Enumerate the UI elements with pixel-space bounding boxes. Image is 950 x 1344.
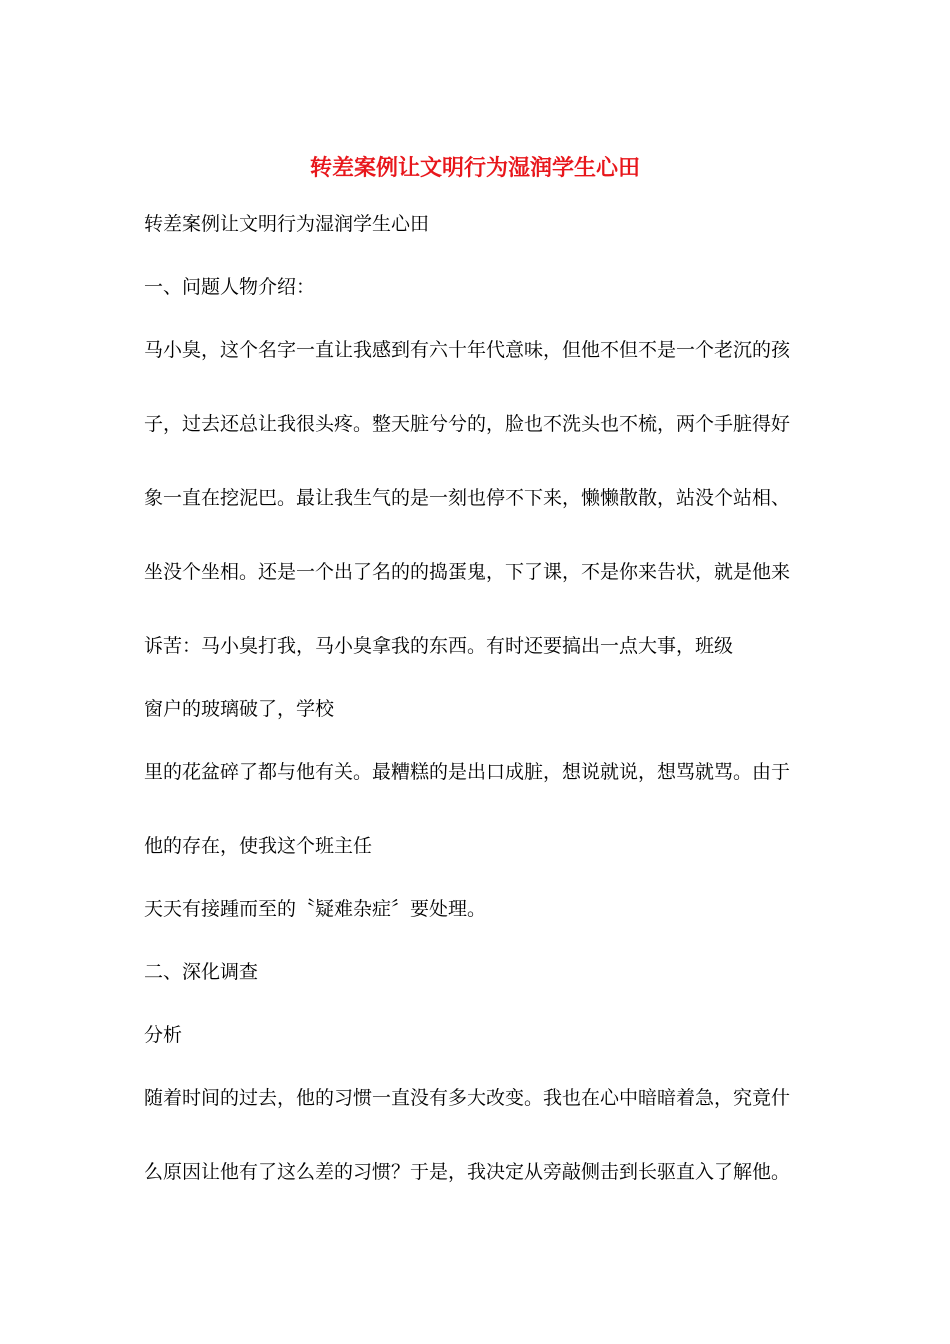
page-title: 转差案例让文明行为湿润学生心田 xyxy=(309,155,640,181)
paragraph-line: 窗户的玻璃破了，学校 xyxy=(144,698,335,720)
paragraph-line: 天天有接踵而至的〝疑难杂症〞要处理。 xyxy=(144,898,487,920)
paragraph-line: 诉苦：马小臭打我，马小臭拿我的东西。有时还要搞出一点大事，班级 xyxy=(144,635,734,657)
paragraph-line: 随着时间的过去，他的习惯一直没有多大改变。我也在心中暗暗着急，究竟什 xyxy=(144,1087,791,1109)
paragraph-line: 他的存在，使我这个班主任 xyxy=(144,835,373,857)
paragraph-line: 里的花盆碎了都与他有关。最糟糕的是出口成脏，想说就说，想骂就骂。由于 xyxy=(144,761,791,783)
paragraph-line: 子，过去还总让我很头疼。整天脏兮兮的，脸也不洗头也不梳，两个手脏得好 xyxy=(144,413,791,435)
paragraph-line: 么原因让他有了这么差的习惯？于是，我决定从旁敲侧击到长驱直入了解他。 xyxy=(144,1161,791,1183)
paragraph-line: 象一直在挖泥巴。最让我生气的是一刻也停不下来，懒懒散散，站没个站相、 xyxy=(144,487,791,509)
paragraph-line: 马小臭，这个名字一直让我感到有六十年代意味，但他不但不是一个老沉的孩 xyxy=(144,339,791,361)
doc-subtitle: 转差案例让文明行为湿润学生心田 xyxy=(144,213,430,235)
section-heading-1: 一、问题人物介绍： xyxy=(144,276,316,298)
section-heading-2-cont: 分析 xyxy=(144,1024,183,1046)
paragraph-line: 坐没个坐相。还是一个出了名的的捣蛋鬼，下了课，不是你来告状，就是他来 xyxy=(144,561,791,583)
section-heading-2: 二、深化调查 xyxy=(144,961,259,983)
